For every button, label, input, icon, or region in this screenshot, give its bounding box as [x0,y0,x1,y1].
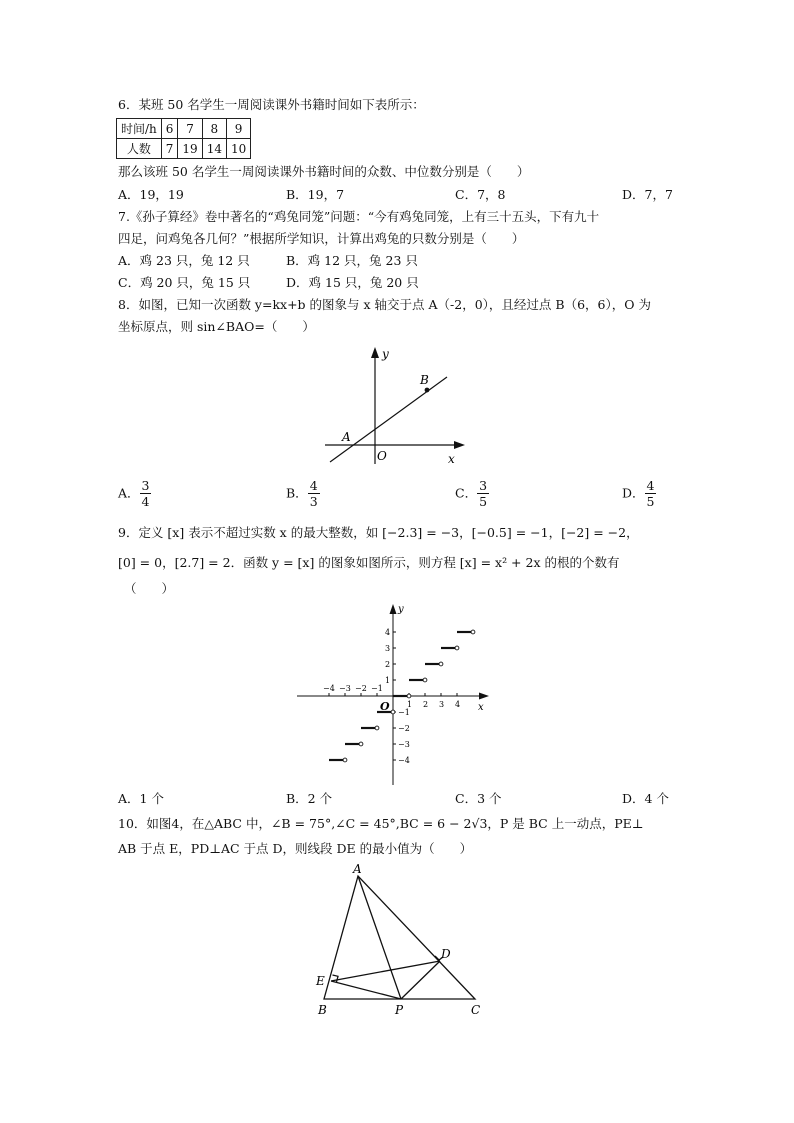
q9-origin-label: O [380,700,390,713]
q8-option-b [286,478,320,509]
x-tick-label: 4 [455,700,461,709]
denominator: 5 [646,494,655,509]
q10-point-e-label: E [316,974,325,988]
table-cell: 7 [178,119,202,139]
q6-option-a: A．19，19 [118,187,184,202]
q9-y-label: y [398,604,404,615]
y-tick-label: −2 [398,724,410,733]
table-cell: 8 [202,119,226,139]
x-tick-label: −3 [339,684,351,693]
x-tick-label: −1 [371,684,383,693]
numerator: 3 [479,478,488,493]
numerator: 4 [309,478,318,493]
q9-option-b: B．2 个 [286,791,333,806]
x-tick-label: 2 [423,700,429,709]
q6-question: 那么该班 50 名学生一周阅读课外书籍时间的众数、中位数分别是（ ） [118,164,530,179]
q10-line-2: AB 于点 E，PD⊥AC 于点 D，则线段 DE 的最小值为（ ） [118,841,473,856]
q8-point-b-label: B [420,373,429,387]
table-cell: 7 [161,139,178,159]
table-row [117,119,251,139]
x-tick-label: −2 [355,684,367,693]
table-cell: 人数 [117,139,162,159]
numerator: 4 [646,478,655,493]
q10-point-a-label: A [353,862,362,876]
x-tick-label: 3 [439,700,445,709]
y-tick-label: 4 [385,628,391,637]
q6-option-b: B．19，7 [286,187,345,202]
q9-floor-function-graph [292,600,502,790]
q7-option-a: A．鸡 23 只，兔 12 只 [118,253,250,268]
q6-option-d: D．7，7 [622,187,673,202]
q9-x-label: x [478,702,484,713]
q8-line-1: 8．如图，已知一次函数 y=kx+b 的图象与 x 轴交于点 A（-2，0），且经过点 B（6，6），O 为 [118,297,651,312]
q10-point-d-label: D [441,947,451,961]
y-tick-label: −4 [398,756,410,765]
table-cell: 时间/h [117,119,162,139]
q7-option-c: C．鸡 20 只，兔 15 只 [118,275,251,290]
q9-line-2: [0] = 0，[2.7] = 2．函数 y = [x] 的图象如图所示，则方程 [x] = x² + 2x 的根的个数有 [118,555,620,570]
y-tick-label: −3 [398,740,410,749]
q9-line-3: （ ） [124,581,175,596]
q10-point-p-label: P [395,1003,404,1017]
table-cell: 19 [178,139,202,159]
q9-option-a: A．1 个 [118,791,164,806]
denominator: 4 [141,494,150,509]
q9-line-1: 9．定义 [x] 表示不超过实数 x 的最大整数，如 [−2.3] = −3，[−0.5] = −1，[−2] = −2， [118,525,639,540]
y-tick-label: 3 [385,644,391,653]
q7-line-1: 7.《孙子算经》卷中著名的“鸡兔同笼”问题：“今有鸡兔同笼，上有三十五头，下有九十 [118,209,600,224]
x-tick-label: 1 [407,700,413,709]
q10-line-1: 10．如图4，在△ABC 中，∠B = 75°,∠C = 45°,BC = 6 − 2√3，P 是 BC 上一动点，PE⊥ [118,816,644,831]
q8-point-a-label: A [342,430,351,444]
table-cell: 9 [226,119,250,139]
q8-option-c [455,478,489,509]
q10-triangle-figure [310,864,500,1019]
denominator: 5 [479,494,488,509]
q8-line-2: 坐标原点，则 sin∠BAO=（ ） [118,319,315,334]
q8-origin-label: O [377,449,387,463]
q6-stem: 6．某班 50 名学生一周阅读课外书籍时间如下表所示： [118,97,425,112]
y-tick-label: 1 [385,676,391,685]
q8-linear-function-graph [320,342,470,467]
option-label: D． [622,485,645,501]
q8-option-d [622,478,656,509]
q7-line-2: 四足，问鸡兔各几何？”根据所学知识，计算出鸡兔的只数分别是（ ） [118,231,525,246]
option-label: C． [455,485,478,501]
q7-option-b: B．鸡 12 只，兔 23 只 [286,253,418,268]
q7-option-d: D．鸡 15 只，兔 20 只 [286,275,419,290]
denominator: 3 [309,494,318,509]
table-cell: 6 [161,119,178,139]
q8-option-a [118,478,151,509]
table-cell: 10 [226,139,250,159]
option-label: A． [118,485,140,501]
q8-x-label: x [448,452,455,466]
x-tick-label: −4 [323,684,335,693]
y-tick-label: 2 [385,660,391,669]
option-label: B． [286,485,308,501]
q10-point-b-label: B [318,1003,327,1017]
table-cell: 14 [202,139,226,159]
q10-point-c-label: C [471,1003,481,1017]
q6-option-c: C．7，8 [455,187,506,202]
q9-option-d: D．4 个 [622,791,669,806]
numerator: 3 [141,478,150,493]
table-row [117,139,251,159]
y-tick-label: −1 [398,708,410,717]
q9-option-c: C．3 个 [455,791,502,806]
reading-time-table [116,118,251,159]
q8-y-label: y [382,347,389,361]
